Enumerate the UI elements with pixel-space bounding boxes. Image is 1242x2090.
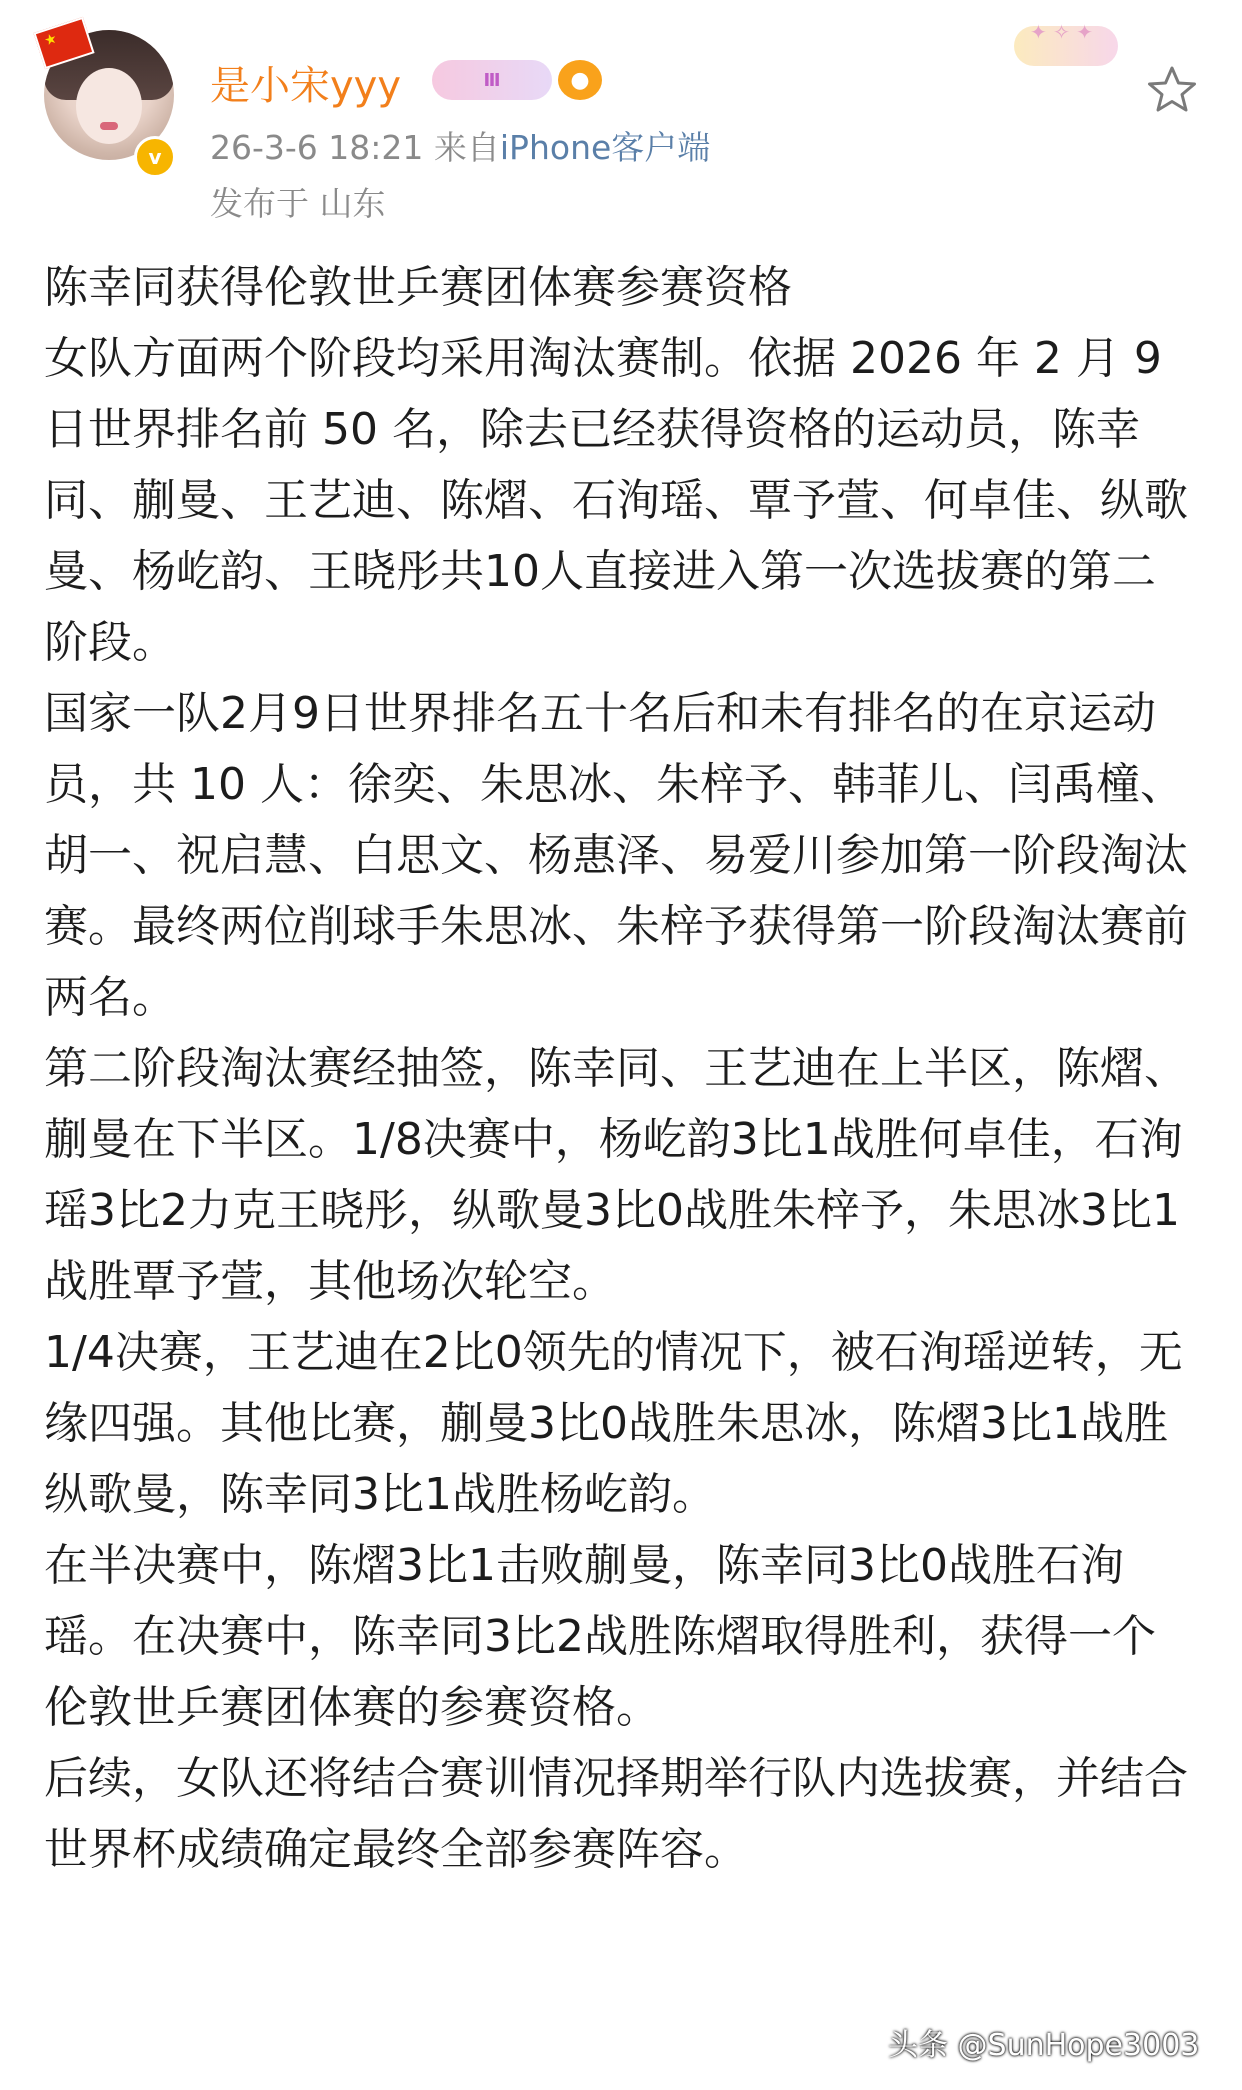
post-paragraph-5: 在半决赛中，陈熠3比1击败蒯曼，陈幸同3比0战胜石洵瑶。在决赛中，陈幸同3比2战胜陈熠取得胜利，获得一个伦敦世乒赛团体赛的参赛资格。 [44,1540,1156,1733]
post-meta [210,122,710,169]
post-paragraph-2: 国家一队2月9日世界排名五十名后和未有排名的在京运动员，共 10 人：徐奕、朱思冰、朱梓予、韩菲儿、闫禹橦、胡一、祝启慧、白思文、杨惠泽、易爱川参加第一阶段淘汰赛。最终两位削球手朱思冰、朱梓予获得第一阶段淘汰赛前两名。 [44,688,1188,1023]
source-prefix: 来自 [433,128,500,167]
sparkle-icon: ✦ ✧ ✦ [1030,20,1093,44]
post-body [0,252,1242,1885]
post-header [0,0,1242,230]
verified-badge-icon: v [134,136,176,178]
star-outline-icon[interactable] [1146,64,1198,116]
post-paragraph-3: 第二阶段淘汰赛经抽签，陈幸同、王艺迪在上半区，陈熠、蒯曼在下半区。1/8决赛中，杨屹韵3比1战胜何卓佳，石洵瑶3比2力克王晓彤，纵歌曼3比0战胜朱梓予，朱思冰3比1战胜覃予萱，其他场次轮空。 [44,1043,1188,1307]
post-title: 陈幸同获得伦敦世乒赛团体赛参赛资格 [44,262,792,313]
source-client-link[interactable]: iPhone客户端 [499,128,711,167]
post-paragraph-6: 后续，女队还将结合赛训情况择期举行队内选拔赛，并结合世界杯成绩确定最终全部参赛阵容。 [44,1753,1188,1875]
username[interactable]: 是小宋yyy [210,63,402,109]
post-paragraph-1: 女队方面两个阶段均采用淘汰赛制。依据 2026 年 2 月 9 日世界排名前 50 名，除去已经获得资格的运动员，陈幸同、蒯曼、王艺迪、陈熠、石洵瑶、覃予萱、何卓佳、纵歌曼、杨屹韵、王晓彤共10人直接进入第一次选拔赛的第二阶段。 [44,333,1188,668]
watermark: 头条 @SunHope3003 [888,2028,1200,2063]
post-timestamp: 26-3-6 18:21 [210,128,424,167]
member-badge-icon[interactable] [432,60,552,100]
post-paragraph-4: 1/4决赛，王艺迪在2比0领先的情况下，被石洵瑶逆转，无缘四强。其他比赛，蒯曼3比0战胜朱思冰，陈熠3比1战胜纵歌曼，陈幸同3比1战胜杨屹韵。 [44,1327,1183,1520]
member-badge-label: Ⅲ [483,69,501,91]
post-location: 发布于 山东 [210,184,386,223]
china-flag-icon: ★ [33,17,94,69]
avatar-face [76,68,142,144]
avatar-lips [100,122,118,130]
fish-badge-icon[interactable]: ● [558,60,602,100]
